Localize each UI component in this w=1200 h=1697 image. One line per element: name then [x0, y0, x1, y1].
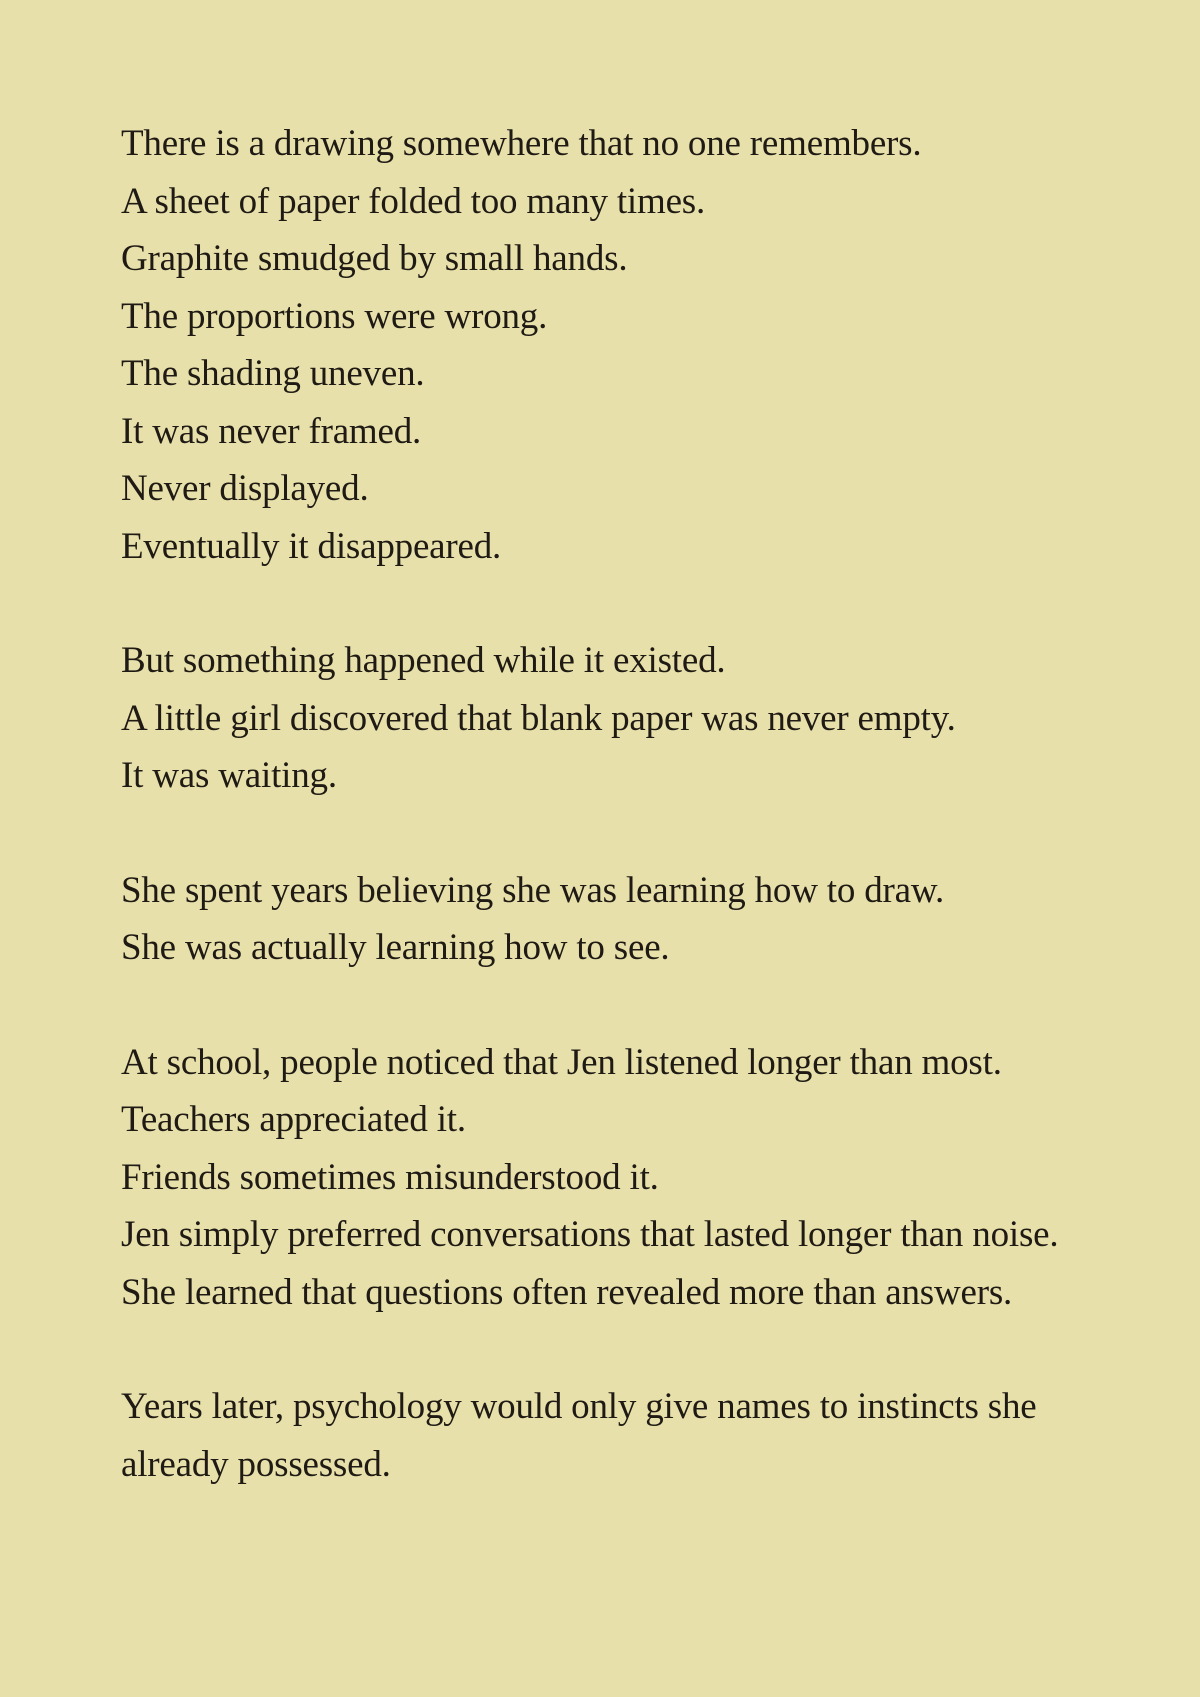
text-line: The proportions were wrong. [121, 295, 548, 337]
text-line: At school, people noticed that Jen listened longer than most. [121, 1041, 1002, 1083]
text-line: Never displayed. [121, 468, 369, 509]
text-line: A sheet of paper folded too many times. [121, 180, 706, 222]
text-line: Graphite smudged by small hands. [121, 238, 628, 279]
text-line: Friends sometimes misunderstood it. [121, 1156, 659, 1198]
text-line: Eventually it disappeared. [121, 525, 502, 567]
text-line: She was actually learning how to see. [121, 927, 670, 968]
stanza-2 [121, 632, 1090, 805]
text-line: Teachers appreciated it. [121, 1099, 466, 1140]
text-line: A little girl discovered that blank paper was never empty. [121, 697, 956, 739]
stanza-4 [121, 1034, 1090, 1322]
text-line: But something happened while it existed. [121, 640, 726, 681]
text-line: Jen simply preferred conversations that lasted longer than noise. She learned that questions often revealed more than answers. [121, 1214, 1059, 1313]
text-line: She spent years believing she was learning how to draw. [121, 869, 944, 911]
stanza-5 [121, 1378, 1090, 1493]
stanza-1 [121, 115, 1090, 575]
text-line: It was never framed. [121, 410, 422, 452]
stanza-3 [121, 862, 1090, 977]
text-line: It was waiting. [121, 755, 337, 796]
text-line: Years later, psychology would only give names to instincts she already possessed. [121, 1386, 1037, 1485]
text-line: The shading uneven. [121, 353, 425, 394]
text-line: There is a drawing somewhere that no one remembers. [121, 123, 922, 164]
